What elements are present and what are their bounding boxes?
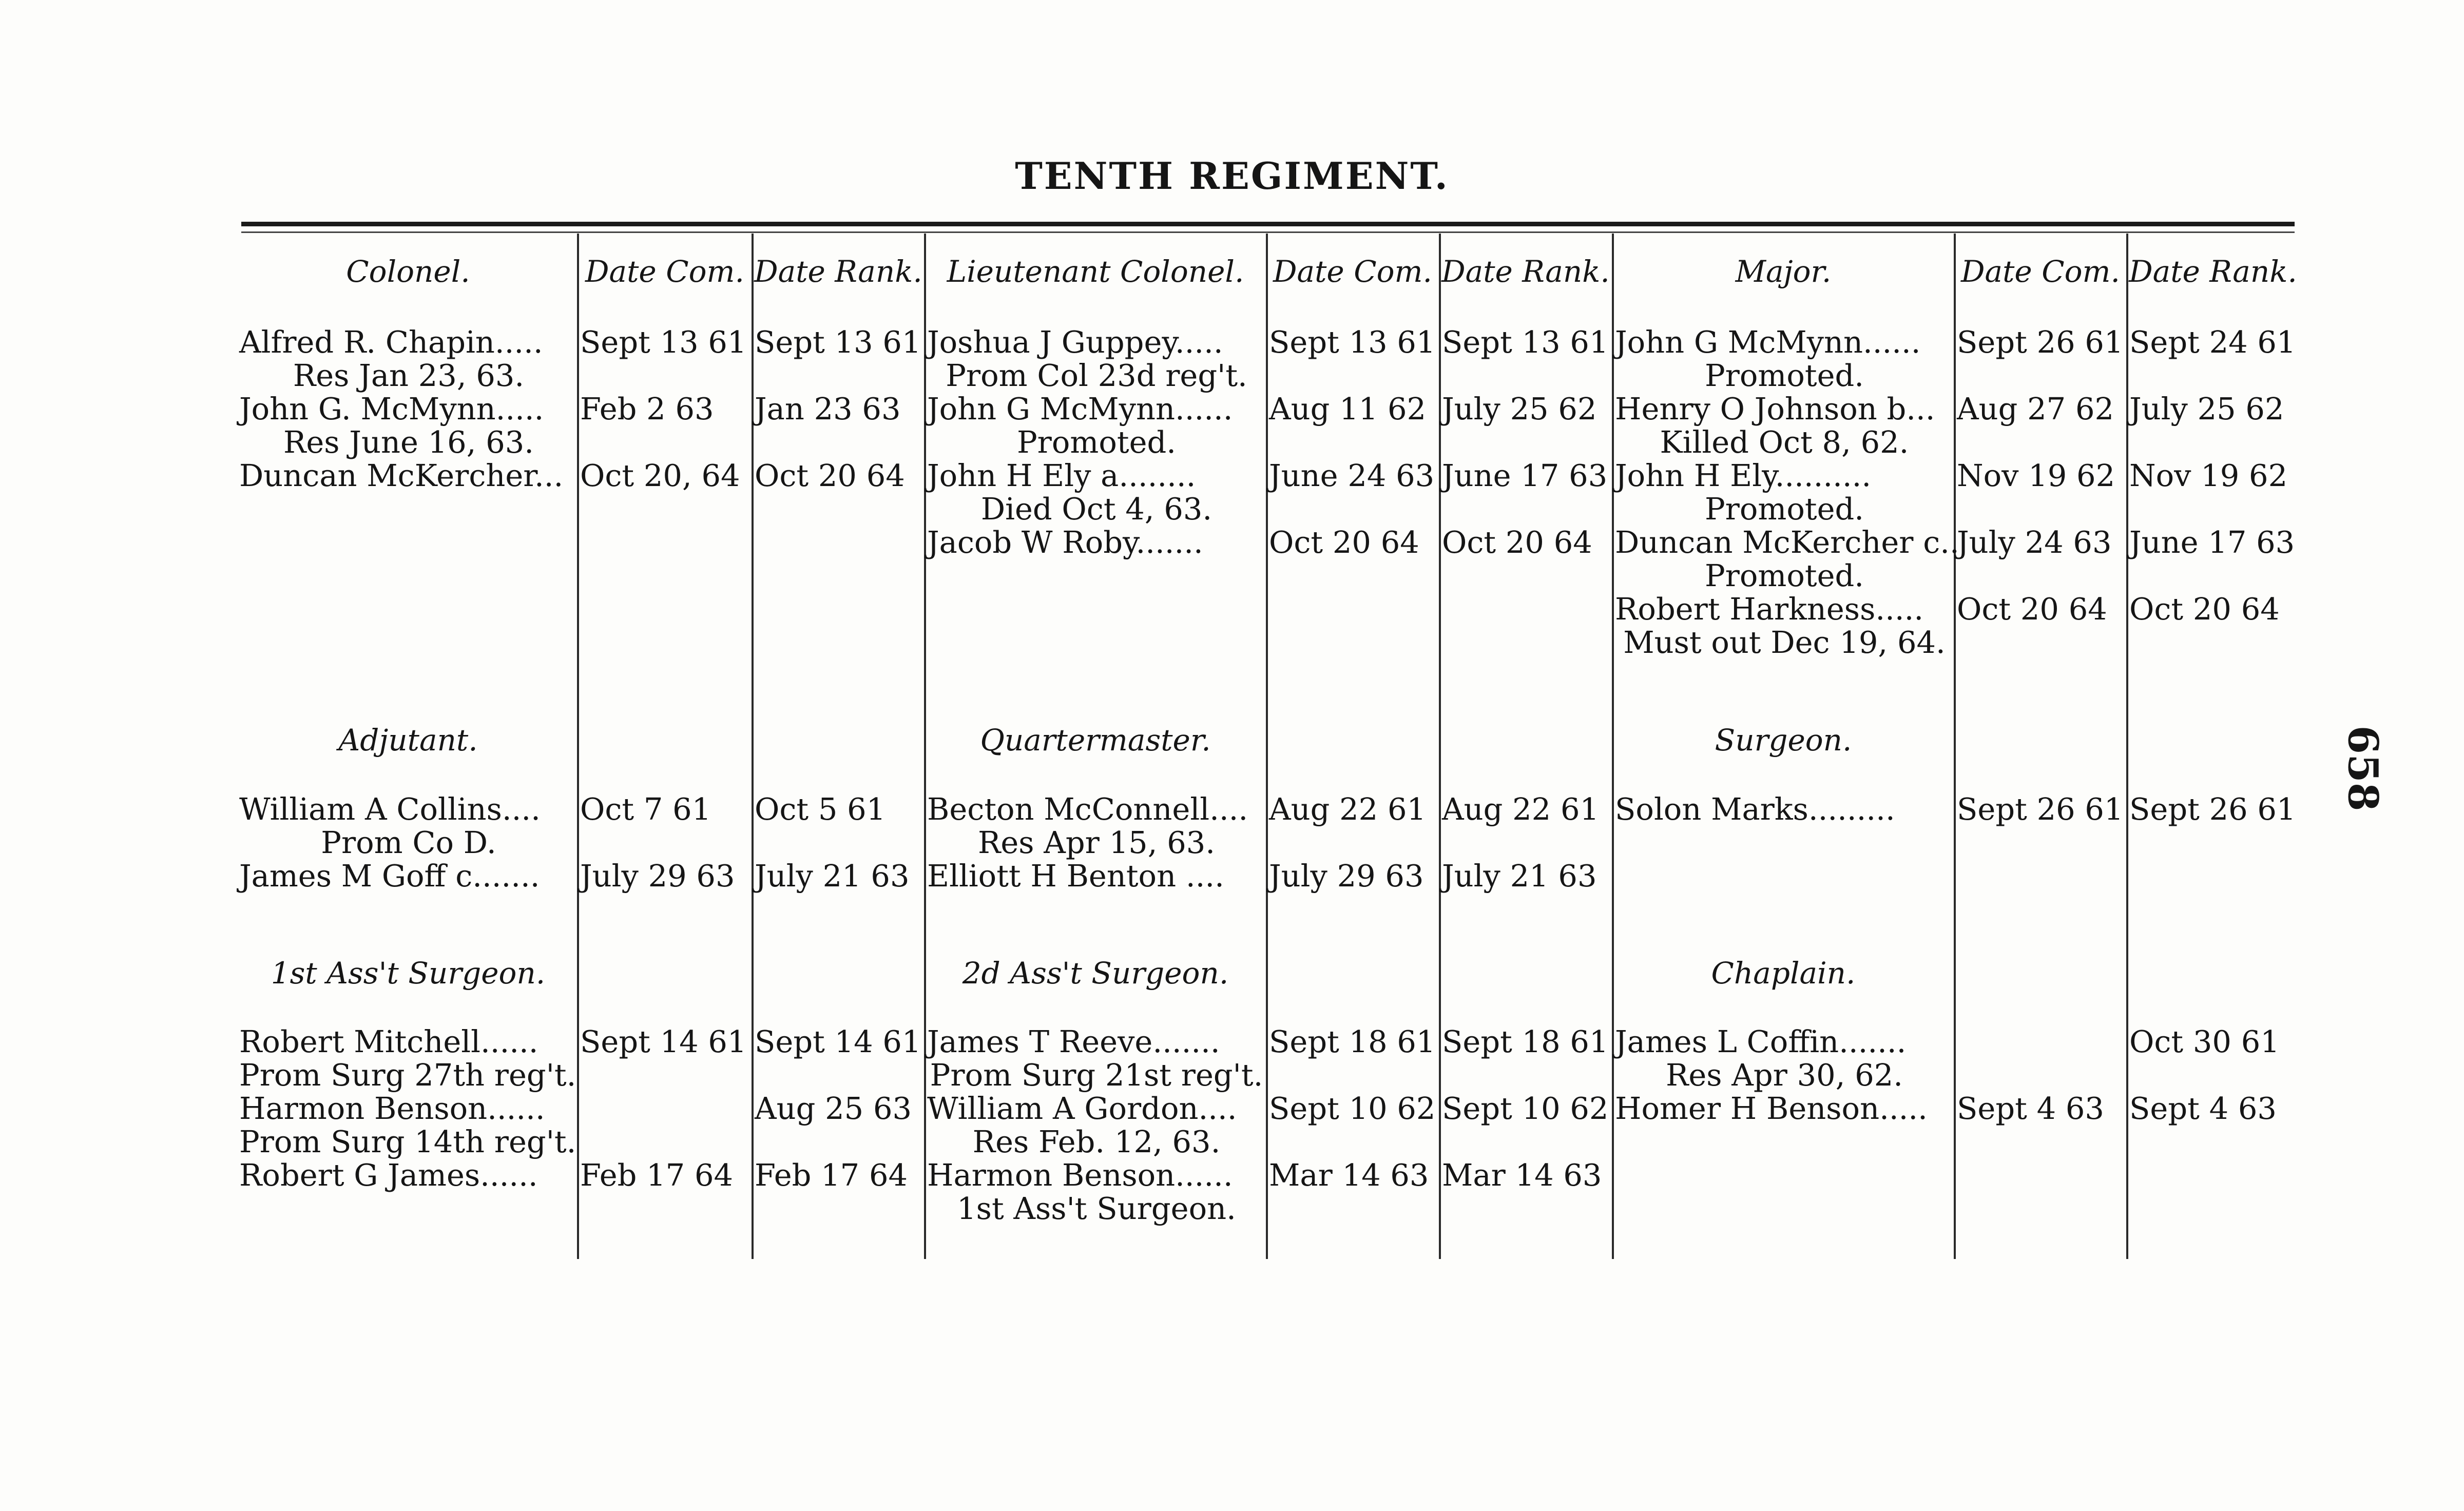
- page-number: 658: [2339, 725, 2388, 811]
- date-commissioned: Aug 22 61: [1269, 791, 1427, 827]
- officer-name: William A Collins....: [239, 791, 541, 827]
- date-rank: July 25 62: [2129, 391, 2284, 427]
- officer-name: Alfred R. Chapin.....: [239, 324, 543, 360]
- date-rank: Oct 30 61: [2129, 1024, 2280, 1059]
- date-rank: July 21 63: [755, 858, 910, 894]
- date-commissioned: Oct 20, 64: [580, 458, 740, 493]
- header-lieutenant-colonel: Lieutenant Colonel.: [947, 254, 1244, 289]
- date-commissioned: Sept 4 63: [1957, 1091, 2104, 1126]
- column-divider: [1266, 234, 1268, 1259]
- officer-name: John G. McMynn.....: [239, 391, 544, 427]
- header-colonel: Colonel.: [346, 254, 470, 289]
- header-rule-thin: [241, 231, 2295, 233]
- service-note: Prom Co D.: [321, 825, 496, 860]
- date-rank: July 21 63: [1442, 858, 1597, 894]
- date-rank: June 17 63: [2129, 525, 2295, 560]
- section-adjutant: Adjutant.: [338, 723, 478, 758]
- officer-name: John G McMynn......: [927, 391, 1233, 427]
- date-commissioned: Aug 11 62: [1269, 391, 1427, 427]
- date-commissioned: July 29 63: [580, 858, 735, 894]
- officer-name: Harmon Benson......: [239, 1091, 545, 1126]
- section-chaplain: Chaplain.: [1711, 956, 1856, 991]
- service-note: Res Jan 23, 63.: [293, 358, 525, 393]
- date-commissioned: Aug 27 62: [1957, 391, 2114, 427]
- service-note: Promoted.: [1704, 358, 1864, 393]
- date-rank: Aug 22 61: [1442, 791, 1600, 827]
- date-rank: July 25 62: [1442, 391, 1597, 427]
- date-rank: Sept 24 61: [2129, 324, 2296, 360]
- date-commissioned: Nov 19 62: [1957, 458, 2115, 493]
- date-rank: Nov 19 62: [2129, 458, 2288, 493]
- section-second-asst-surgeon: 2d Ass't Surgeon.: [962, 956, 1229, 991]
- date-rank: Mar 14 63: [1442, 1157, 1602, 1193]
- page-title: TENTH REGIMENT.: [1015, 154, 1449, 198]
- date-rank: Sept 13 61: [755, 324, 921, 360]
- date-commissioned: Sept 18 61: [1269, 1024, 1436, 1059]
- date-commissioned: Feb 2 63: [580, 391, 714, 427]
- service-note: Res June 16, 63.: [283, 424, 534, 460]
- date-rank: Sept 13 61: [1442, 324, 1609, 360]
- officer-name: John H Ely..........: [1615, 458, 1872, 493]
- date-rank: Oct 20 64: [1442, 525, 1592, 560]
- date-commissioned: July 29 63: [1269, 858, 1424, 894]
- header-date-com: Date Com.: [585, 254, 744, 289]
- header-date-com: Date Com.: [1961, 254, 2120, 289]
- officer-name: Homer H Benson.....: [1615, 1091, 1928, 1126]
- column-divider: [752, 234, 754, 1259]
- date-commissioned: Mar 14 63: [1269, 1157, 1429, 1193]
- officer-name: Becton McConnell....: [927, 791, 1248, 827]
- date-commissioned: Sept 26 61: [1957, 324, 2124, 360]
- service-note: Res Apr 15, 63.: [977, 825, 1216, 860]
- section-first-asst-surgeon: 1st Ass't Surgeon.: [271, 956, 546, 991]
- officer-name: Duncan McKercher...: [239, 458, 564, 493]
- service-note: 1st Ass't Surgeon.: [957, 1191, 1236, 1226]
- officer-name: Robert G James......: [239, 1157, 538, 1193]
- date-commissioned: June 24 63: [1269, 458, 1435, 493]
- service-note: Promoted.: [1016, 424, 1177, 460]
- header-date-rank: Date Rank.: [2129, 254, 2297, 289]
- header-major: Major.: [1735, 254, 1832, 289]
- date-commissioned: Oct 20 64: [1957, 591, 2107, 627]
- officer-name: Solon Marks.........: [1615, 791, 1895, 827]
- service-note: Promoted.: [1704, 491, 1864, 527]
- header-date-com: Date Com.: [1273, 254, 1432, 289]
- officer-name: Elliott H Benton ....: [927, 858, 1224, 894]
- service-note: Killed Oct 8, 62.: [1660, 424, 1909, 460]
- header-rule: [241, 222, 2295, 226]
- officer-name: Henry O Johnson b...: [1615, 391, 1935, 427]
- section-quartermaster: Quartermaster.: [980, 723, 1211, 758]
- date-rank: Sept 4 63: [2129, 1091, 2277, 1126]
- date-rank: Feb 17 64: [755, 1157, 908, 1193]
- column-divider: [2126, 234, 2128, 1259]
- officer-name: Duncan McKercher c..: [1615, 525, 1959, 560]
- service-note: Died Oct 4, 63.: [980, 491, 1212, 527]
- service-note: Res Feb. 12, 63.: [972, 1124, 1221, 1159]
- date-rank: Sept 14 61: [755, 1024, 921, 1059]
- date-commissioned: Sept 13 61: [580, 324, 747, 360]
- officer-name: John H Ely a........: [927, 458, 1196, 493]
- service-note: Prom Surg 27th reg't.: [239, 1057, 576, 1093]
- date-rank: Jan 23 63: [755, 391, 901, 427]
- date-rank: Oct 20 64: [755, 458, 905, 493]
- officer-name: Robert Harkness.....: [1615, 591, 1924, 627]
- header-date-rank: Date Rank.: [1441, 254, 1610, 289]
- header-date-rank: Date Rank.: [754, 254, 922, 289]
- service-note: Prom Surg 14th reg't.: [239, 1124, 576, 1159]
- section-surgeon: Surgeon.: [1715, 723, 1852, 758]
- date-rank: Oct 5 61: [755, 791, 886, 827]
- officer-name: Jacob W Roby.......: [927, 525, 1203, 560]
- column-divider: [1954, 234, 1956, 1259]
- service-note: Prom Col 23d reg't.: [946, 358, 1247, 393]
- column-divider: [1439, 234, 1441, 1259]
- officer-name: Harmon Benson......: [927, 1157, 1233, 1193]
- service-note: Must out Dec 19, 64.: [1623, 625, 1946, 660]
- date-rank: Sept 26 61: [2129, 791, 2296, 827]
- date-commissioned: July 24 63: [1957, 525, 2112, 560]
- service-note: Prom Surg 21st reg't.: [930, 1057, 1263, 1093]
- officer-name: Joshua J Guppey.....: [927, 324, 1223, 360]
- officer-name: James M Goff c.......: [239, 858, 540, 894]
- service-note: Promoted.: [1704, 558, 1864, 593]
- date-commissioned: Oct 7 61: [580, 791, 711, 827]
- date-rank: Oct 20 64: [2129, 591, 2280, 627]
- date-commissioned: Feb 17 64: [580, 1157, 734, 1193]
- officer-name: Robert Mitchell......: [239, 1024, 538, 1059]
- service-note: Res Apr 30, 62.: [1665, 1057, 1903, 1093]
- date-rank: Aug 25 63: [755, 1091, 912, 1126]
- date-commissioned: Oct 20 64: [1269, 525, 1419, 560]
- officer-name: John G McMynn......: [1615, 324, 1921, 360]
- officer-name: James L Coffin.......: [1615, 1024, 1907, 1059]
- officer-name: James T Reeve.......: [927, 1024, 1220, 1059]
- date-rank: Sept 18 61: [1442, 1024, 1609, 1059]
- date-rank: Sept 10 62: [1442, 1091, 1609, 1126]
- date-commissioned: Sept 26 61: [1957, 791, 2124, 827]
- date-commissioned: Sept 13 61: [1269, 324, 1436, 360]
- date-commissioned: Sept 10 62: [1269, 1091, 1436, 1126]
- date-rank: June 17 63: [1442, 458, 1608, 493]
- date-commissioned: Sept 14 61: [580, 1024, 747, 1059]
- officer-name: William A Gordon....: [927, 1091, 1237, 1126]
